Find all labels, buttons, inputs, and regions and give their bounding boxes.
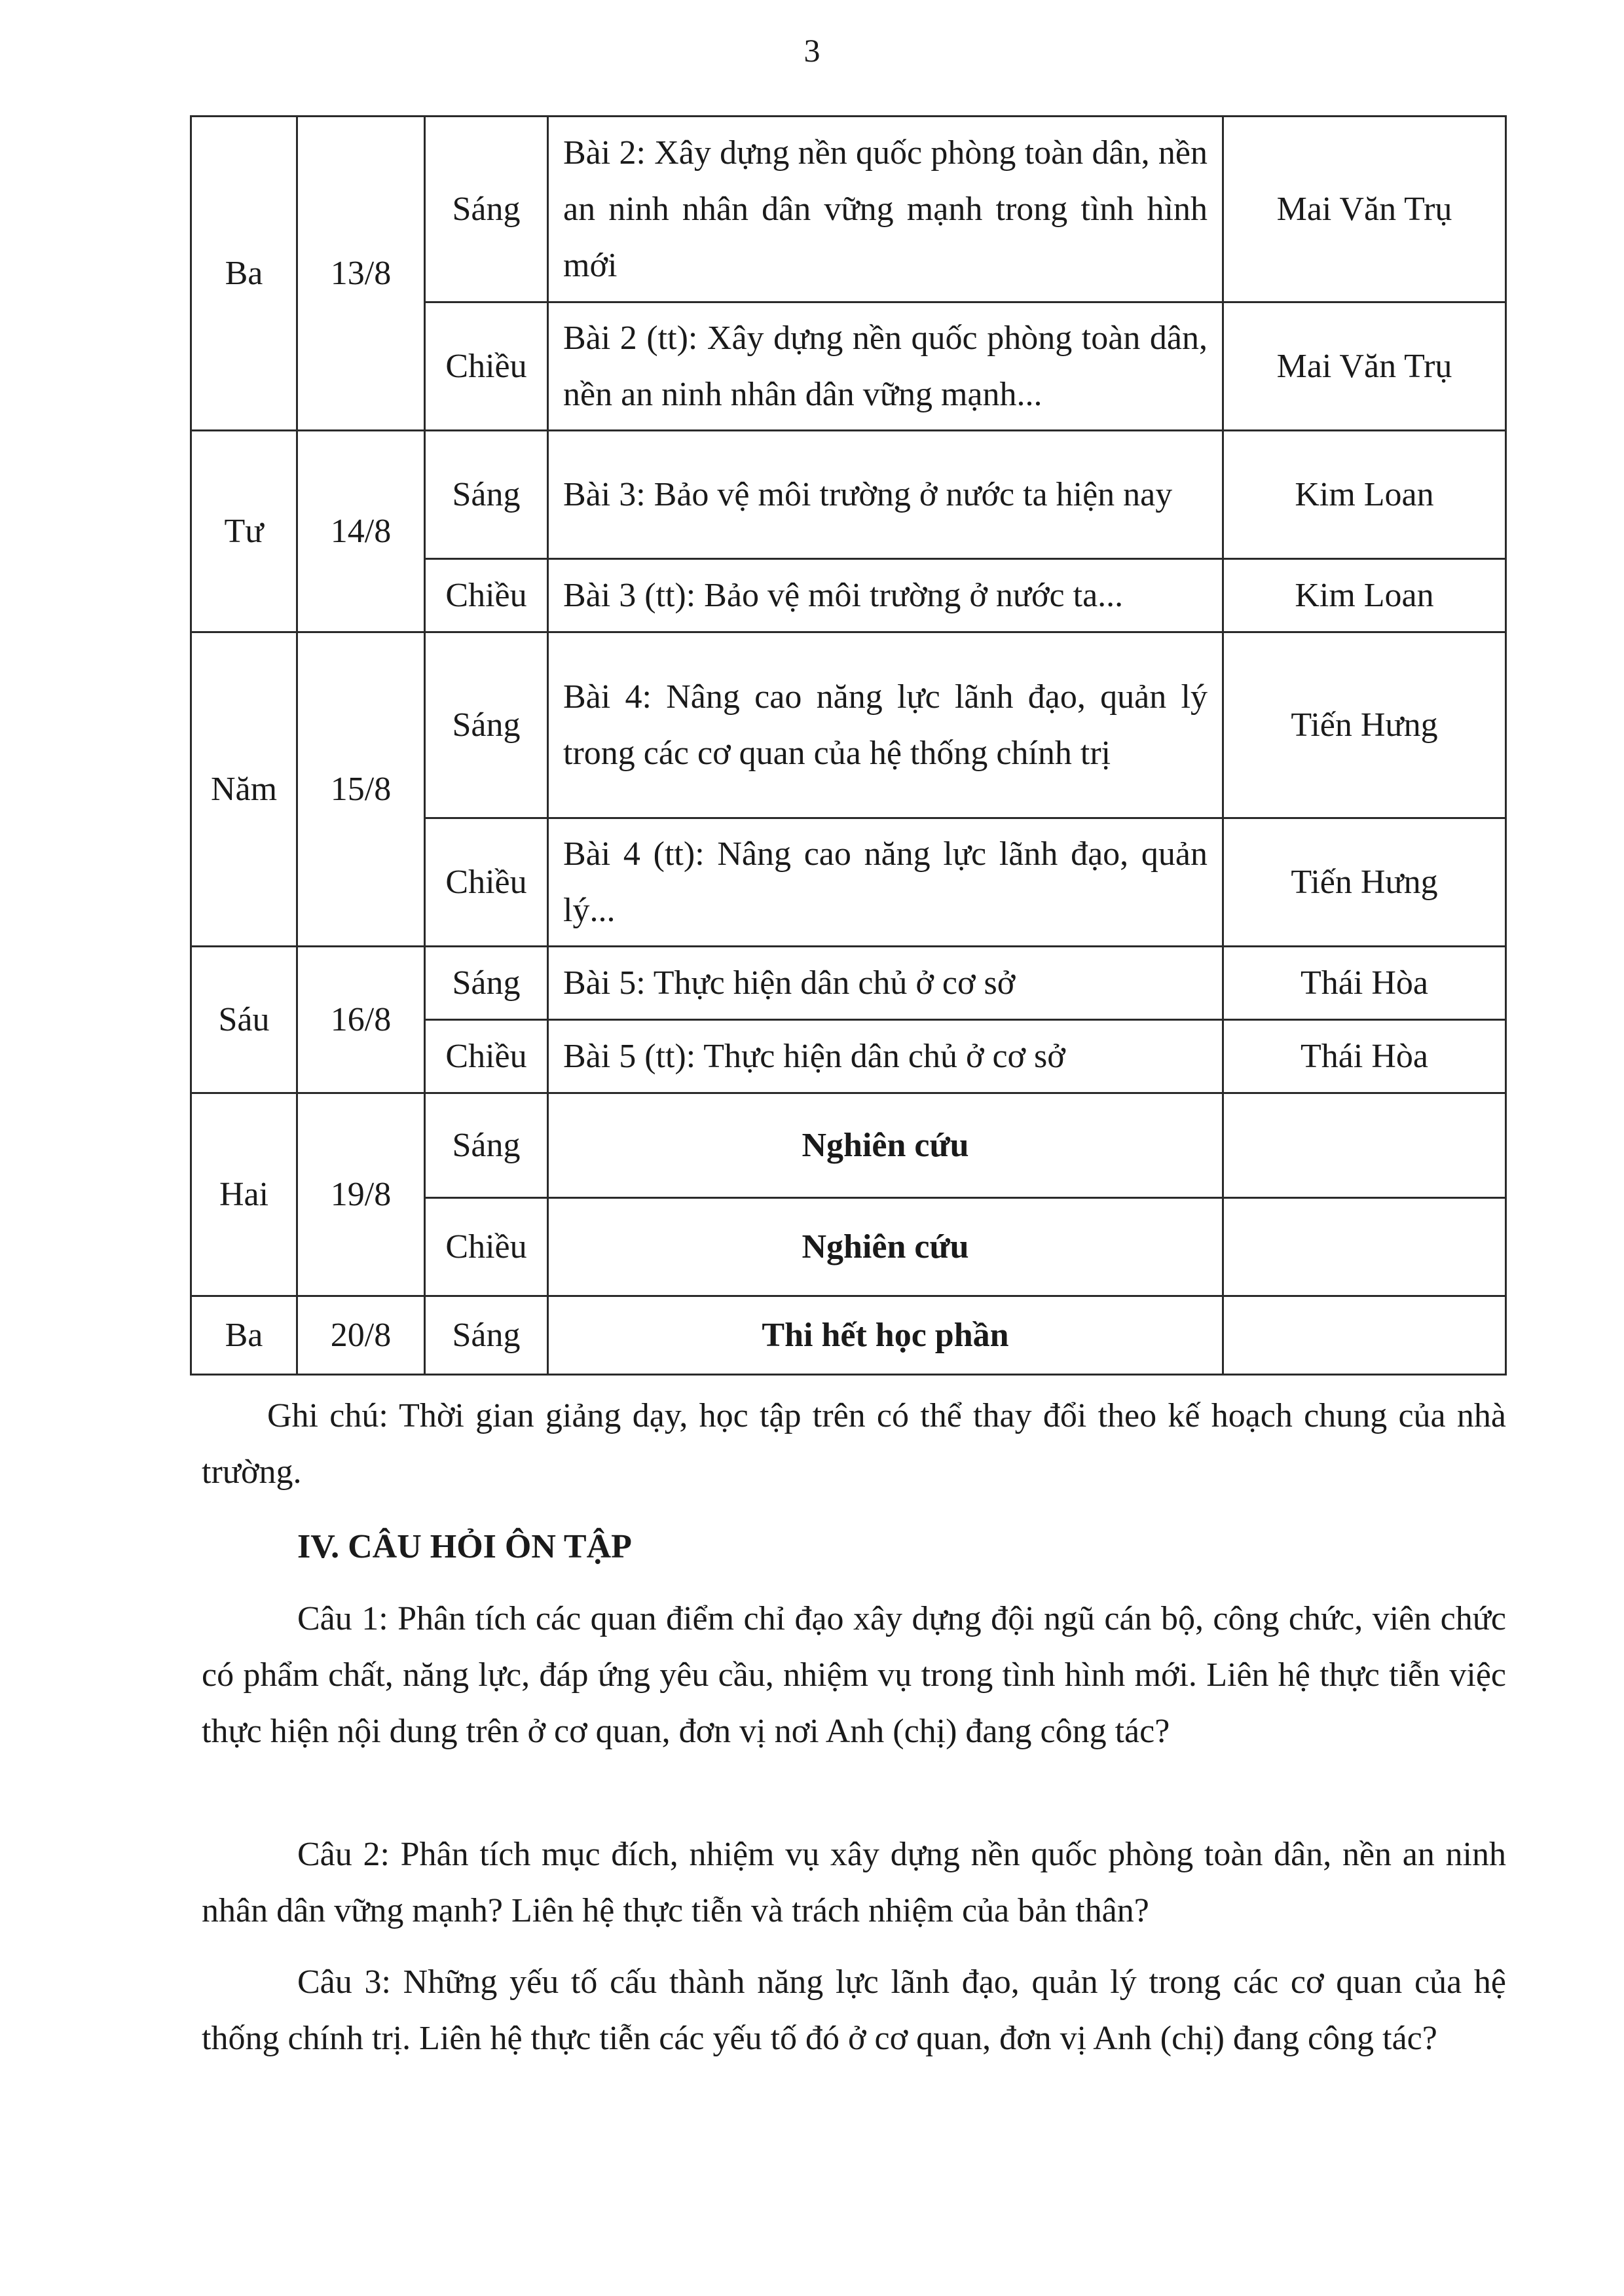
review-question: Câu 3: Những yếu tố cấu thành năng lực lãnh đạo, quản lý trong các cơ quan của hệ thống chính trị. Liên hệ thực tiễn các yếu tố đó ở cơ quan, đơn vị Anh (chị) đang công tác? bbox=[202, 1963, 1506, 2057]
period-cell: Sáng bbox=[425, 1093, 548, 1198]
lesson-cell: Bài 3: Bảo vệ môi trường ở nước ta hiện nay bbox=[548, 431, 1223, 559]
day-cell: Ba bbox=[191, 1296, 297, 1375]
lesson-cell: Bài 5: Thực hiện dân chủ ở cơ sở bbox=[548, 947, 1223, 1020]
review-question: Câu 1: Phân tích các quan điểm chỉ đạo xây dựng đội ngũ cán bộ, công chức, viên chức có phẩm chất, năng lực, đáp ứng yêu cầu, nhiệm vụ trong tình hình mới. Liên hệ thực tiễn việc thực hiện nội dung trên ở cơ quan, đơn vị nơi Anh (chị) đang công tác? bbox=[202, 1600, 1506, 1750]
teacher-cell: Tiến Hưng bbox=[1223, 632, 1506, 818]
date-cell: 20/8 bbox=[297, 1296, 425, 1375]
period-cell: Chiều bbox=[425, 1198, 548, 1296]
page-number: 3 bbox=[803, 32, 821, 69]
period-cell: Chiều bbox=[425, 559, 548, 632]
period-cell: Sáng bbox=[425, 947, 548, 1020]
period-cell: Chiều bbox=[425, 818, 548, 947]
teacher-cell: Tiến Hưng bbox=[1223, 818, 1506, 947]
lesson-cell: Bài 3 (tt): Bảo vệ môi trường ở nước ta... bbox=[548, 559, 1223, 632]
teacher-cell: Thái Hòa bbox=[1223, 1020, 1506, 1093]
lesson-cell: Thi hết học phần bbox=[548, 1296, 1223, 1375]
table-row bbox=[191, 117, 1506, 302]
table-row bbox=[191, 632, 1506, 818]
table-row bbox=[191, 431, 1506, 559]
review-question: Câu 2: Phân tích mục đích, nhiệm vụ xây dựng nền quốc phòng toàn dân, nền an ninh nhân dân vững mạnh? Liên hệ thực tiễn và trách nhiệm của bản thân? bbox=[202, 1836, 1506, 1929]
date-cell: 15/8 bbox=[297, 632, 425, 947]
date-cell: 19/8 bbox=[297, 1093, 425, 1296]
table-row bbox=[191, 1093, 1506, 1198]
section-heading: IV. CÂU HỎI ÔN TẬP bbox=[297, 1528, 632, 1565]
teacher-cell: Mai Văn Trụ bbox=[1223, 117, 1506, 302]
teacher-cell bbox=[1223, 1198, 1506, 1296]
teacher-cell: Mai Văn Trụ bbox=[1223, 302, 1506, 431]
table-row bbox=[191, 947, 1506, 1020]
day-cell: Ba bbox=[191, 117, 297, 431]
date-cell: 13/8 bbox=[297, 117, 425, 431]
lesson-cell: Bài 4: Nâng cao năng lực lãnh đạo, quản lý trong các cơ quan của hệ thống chính trị bbox=[548, 632, 1223, 818]
teacher-cell bbox=[1223, 1093, 1506, 1198]
day-cell: Hai bbox=[191, 1093, 297, 1296]
period-cell: Chiều bbox=[425, 1020, 548, 1093]
lesson-cell: Bài 5 (tt): Thực hiện dân chủ ở cơ sở bbox=[548, 1020, 1223, 1093]
lesson-cell: Bài 2 (tt): Xây dựng nền quốc phòng toàn dân, nền an ninh nhân dân vững mạnh... bbox=[548, 302, 1223, 431]
day-cell: Năm bbox=[191, 632, 297, 947]
lesson-cell: Nghiên cứu bbox=[548, 1198, 1223, 1296]
table-row bbox=[191, 1296, 1506, 1375]
period-cell: Sáng bbox=[425, 117, 548, 302]
date-cell: 14/8 bbox=[297, 431, 425, 632]
period-cell: Sáng bbox=[425, 431, 548, 559]
teacher-cell: Kim Loan bbox=[1223, 559, 1506, 632]
period-cell: Sáng bbox=[425, 1296, 548, 1375]
day-cell: Sáu bbox=[191, 947, 297, 1093]
schedule-table bbox=[190, 115, 1507, 1376]
lesson-cell: Nghiên cứu bbox=[548, 1093, 1223, 1198]
period-cell: Chiều bbox=[425, 302, 548, 431]
period-cell: Sáng bbox=[425, 632, 548, 818]
lesson-cell: Bài 4 (tt): Nâng cao năng lực lãnh đạo, quản lý... bbox=[548, 818, 1223, 947]
teacher-cell: Kim Loan bbox=[1223, 431, 1506, 559]
day-cell: Tư bbox=[191, 431, 297, 632]
lesson-cell: Bài 2: Xây dựng nền quốc phòng toàn dân, nền an ninh nhân dân vững mạnh trong tình hình mới bbox=[548, 117, 1223, 302]
teacher-cell: Thái Hòa bbox=[1223, 947, 1506, 1020]
schedule-note: Ghi chú: Thời gian giảng dạy, học tập trên có thể thay đổi theo kế hoạch chung của nhà trường. bbox=[202, 1397, 1506, 1491]
date-cell: 16/8 bbox=[297, 947, 425, 1093]
teacher-cell bbox=[1223, 1296, 1506, 1375]
